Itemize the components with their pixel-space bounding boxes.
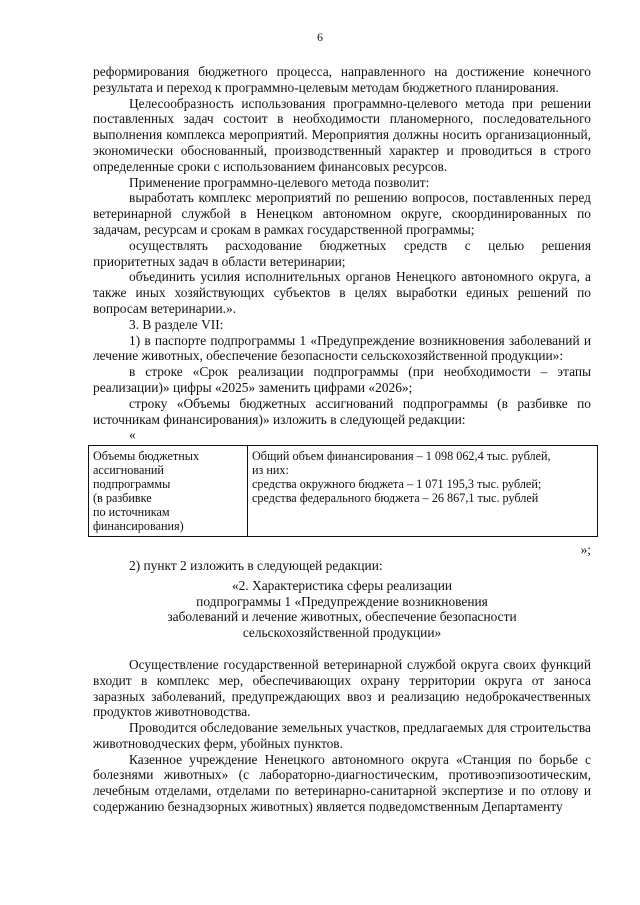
section-heading [93, 578, 591, 641]
spacer [93, 641, 591, 657]
heading-line: заболеваний и лечение животных, обеспечение безопасности [167, 609, 517, 625]
page-number: 6 [317, 30, 323, 44]
table-cell-value [248, 446, 598, 537]
heading-line: «2. Характеристика сферы реализации [231, 577, 453, 593]
paragraph-vet-service: Осуществление государственной ветеринарной службой округа своих функций входит в комплекс мер, обеспечивающих охрану территории округа от заноса заразных заболеваний, предупреждающих ввоз и реализацию недоброкачественных продуктов животноводства. [93, 656, 591, 720]
document-body [93, 64, 591, 815]
table-cell-line: подпрограммы [93, 477, 171, 492]
quote-open-mark: « [129, 427, 136, 443]
quote-close-mark: »; [580, 542, 591, 558]
amendment-item-2: 2) пункт 2 изложить в следующей редакции: [129, 557, 383, 573]
table-row [89, 446, 598, 537]
list-item: объединить усилия исполнительных органов Ненецкого автономного округа, а также иных хозяйствующих субъектов в целях выработки единых решений по вопросам ветеринарии.». [93, 269, 591, 316]
paragraph-station: Казенное учреждение Ненецкого автономного округа «Станция по борьбе с болезнями животных» (с лабораторно-диагностическим, противоэпизоотическим, лечебным отделами, отделами по ветеринарно-санитарной экспертизе и по отлову и содержанию безнадзорных животных) является подведомственным Департаменту [93, 751, 591, 815]
table-cell-line: по источникам [93, 505, 170, 520]
amendment-item-1b: строку «Объемы бюджетных ассигнований подпрограммы (в разбивке по источникам финансирования)» изложить в следующей редакции: [93, 395, 591, 427]
table-cell-line: (в разбивке [93, 491, 152, 506]
table-cell-line: Общий объем финансирования – 1 098 062,4 тыс. рублей, [252, 449, 551, 464]
section-3-heading: 3. В разделе VII: [129, 316, 224, 332]
table-cell-line: из них: [252, 463, 289, 478]
budget-table [88, 445, 598, 537]
list-item: осуществлять расходование бюджетных средств с целью решения приоритетных задач в области ветеринарии; [93, 237, 591, 269]
table-cell-label [89, 446, 248, 537]
table-cell-line: Объемы бюджетных [93, 449, 200, 464]
heading-line: подпрограммы 1 «Предупреждение возникновения [196, 593, 488, 609]
list-item: выработать комплекс мероприятий по решению вопросов, поставленных перед ветеринарной службой в Ненецком автономном округе, скоординированных по задачам, ресурсам и срокам в рамках государственной программы; [93, 190, 591, 237]
table-cell-line: ассигнований [93, 463, 164, 478]
table-cell-line: финансирования) [93, 519, 184, 534]
paragraph-survey: Проводится обследование земельных участков, предлагаемых для строительства животноводческих ферм, убойных пунктов. [93, 720, 591, 751]
paragraph-allow: Применение программно-целевого метода позволит: [129, 174, 430, 190]
paragraph-continuation: реформирования бюджетного процесса, направленного на достижение конечного результата и переход к программно-целевым методам бюджетного планирования. [93, 64, 591, 95]
table-cell-line: средства федерального бюджета – 26 867,1 тыс. рублей [252, 491, 539, 506]
paragraph-purpose: Целесообразность использования программно-целевого метода при решении поставленных задач состоит в необходимости планомерного, последовательного выполнения комплекса мероприятий. Мероприятия должны носить организационный, экономически обоснованный, производственный характер и проводиться в строго определенные сроки с использованием финансовых ресурсов. [93, 95, 591, 174]
amendment-item-1: 1) в паспорте подпрограммы 1 «Предупреждение возникновения заболеваний и лечение животных, обеспечение безопасности сельскохозяйственной продукции»: [93, 332, 591, 364]
heading-line: сельскохозяйственной продукции» [242, 625, 442, 641]
amendment-item-1a: в строке «Срок реализации подпрограммы (при необходимости – этапы реализации)» цифры «2025» заменить цифрами «2026»; [93, 364, 591, 395]
table-cell-line: средства окружного бюджета – 1 071 195,3 тыс. рублей; [252, 477, 542, 492]
